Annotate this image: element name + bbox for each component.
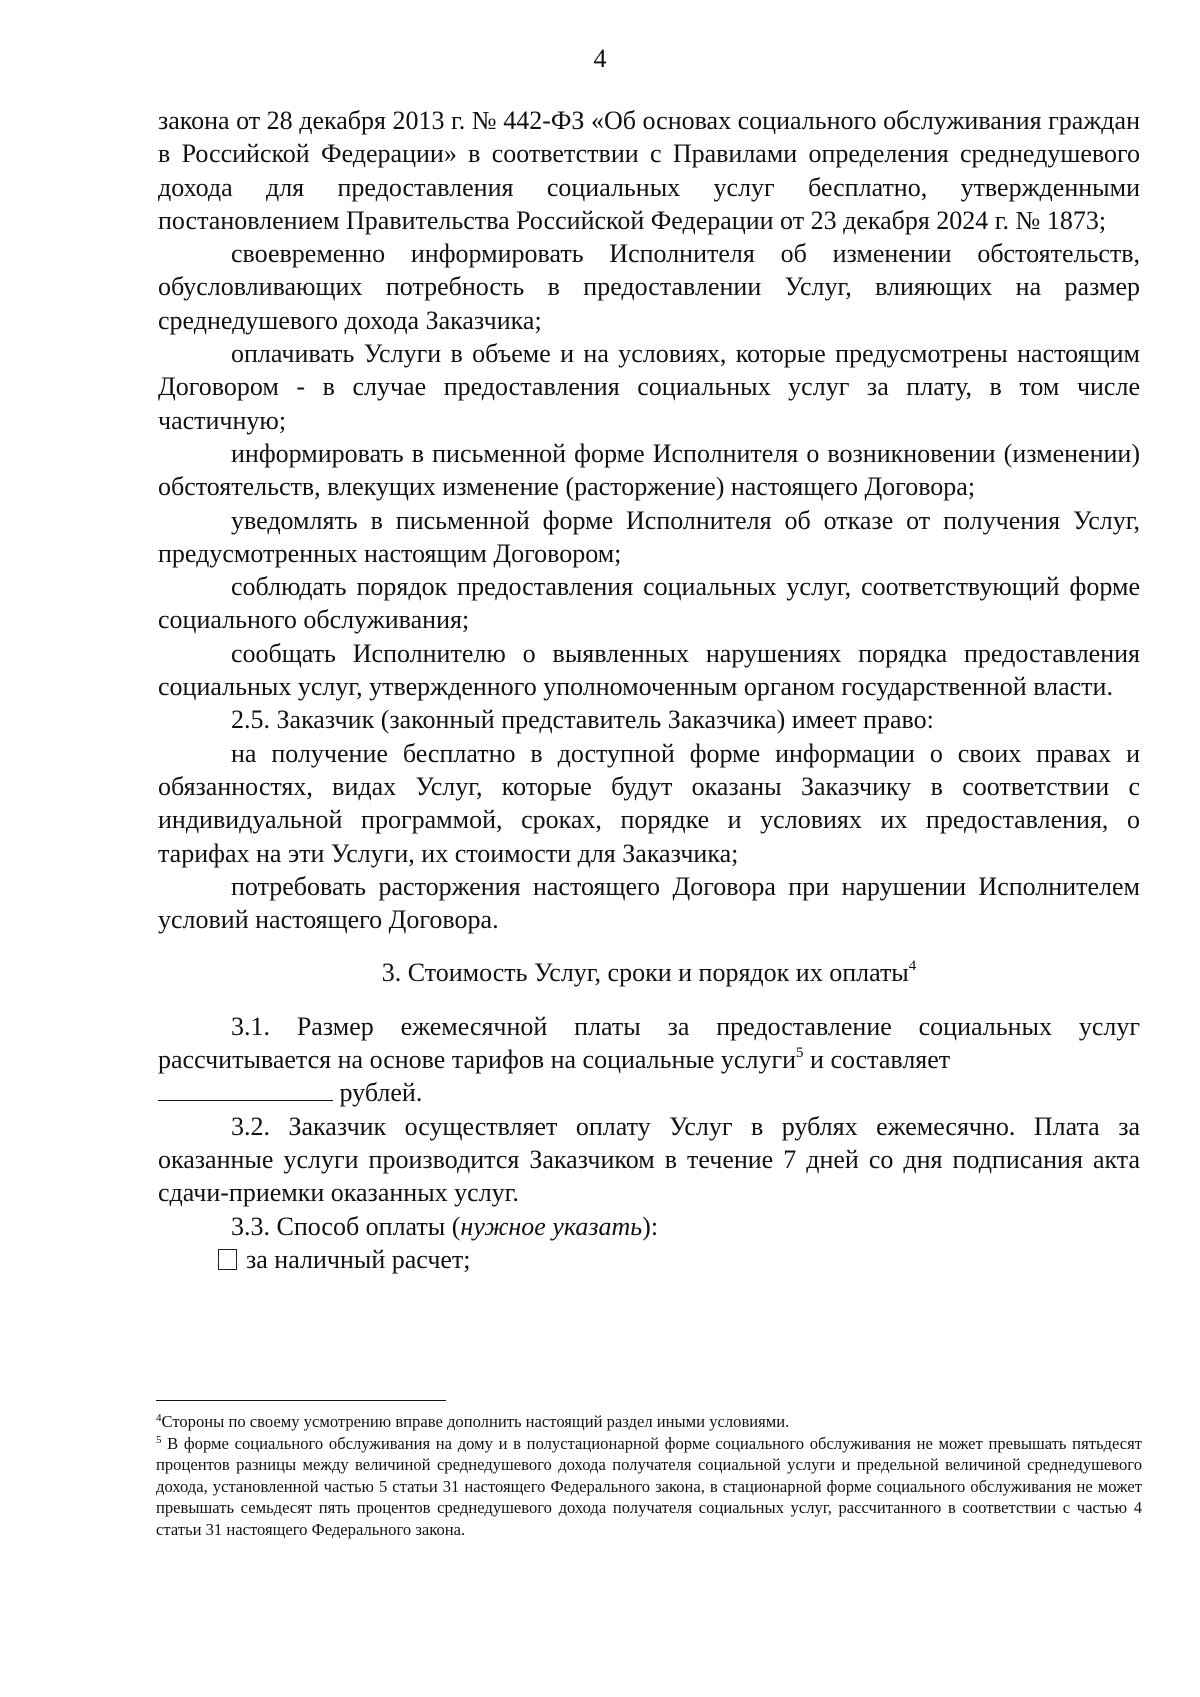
paragraph-right-terminate: потребовать расторжения настоящего Договора при нарушении Исполнителем условий настоящего Договора. (158, 871, 1140, 935)
clause-3-2: 3.2. Заказчик осуществляет оплату Услуг в рублях ежемесячно. Плата за оказанные услуги производится Заказчиком в течение 7 дней со дня подписания акта сдачи-приемки оказанных услуг. (158, 1111, 1140, 1208)
footnote-4: $^4$Стороны по своему усмотрению вправе дополнить настоящий раздел иными условиями. (156, 1412, 790, 1431)
footnote-ref-4: 4 (908, 958, 917, 975)
page-number: 4 (593, 44, 607, 73)
clause-2-5: 2.5. Заказчик (законный представитель Заказчика) имеет право: (231, 705, 934, 735)
footnote-5: $^5$ В форме социального обслуживания на дому и в полустационарной форме социального обслуживания не может превышать пятьдесят процентов разницы между величиной среднедушевого дохода получателя социальной услуги и предельной величиной среднедушевого дохода, установленной частью 5 статьи 31 настоящего Федерального закона, в стационарной форме социального обслуживания не может превышать семьдесят пять процентов среднедушевого дохода получателя социальных услуг, рассчитанного в соответствии с частью 4 статьи 31 настоящего Федерального закона. (156, 1433, 1142, 1539)
footnote-separator (156, 1400, 446, 1401)
section-3-heading (158, 956, 1140, 989)
instruction-italic: нужное указать (460, 1211, 643, 1241)
clause-3-3: 3.3. Способ оплаты (нужное указать): (231, 1211, 659, 1241)
paragraph-inform-in-writing: информировать в письменной форме Исполнителя о возникновении (изменении) обстоятельств, влекущих изменение (расторжение) настоящего Договора; (158, 438, 1140, 502)
document-body (158, 104, 1140, 1276)
footnote-ref-5: 5 (796, 1045, 804, 1062)
paragraph-observe-procedure: соблюдать порядок предоставления социальных услуг, соответствующий форме социального обслуживания; (158, 572, 1140, 635)
amount-blank-field[interactable] (158, 1078, 333, 1101)
footnotes (156, 1411, 1142, 1541)
paragraph-inform-changes: своевременно информировать Исполнителя об изменении обстоятельств, обусловливающих потребность в предоставлении Услуг, влияющих на размер среднедушевого дохода Заказчика; (158, 239, 1140, 335)
checkbox-cash[interactable] (218, 1249, 237, 1270)
paragraph-report-violations: сообщать Исполнителю о выявленных нарушениях порядка предоставления социальных услуг, утвержденного уполномоченным органом государственной власти. (158, 638, 1140, 702)
payment-option-cash-label: за наличный расчет; (246, 1244, 471, 1274)
paragraph-notify-refusal: уведомлять в письменной форме Исполнителя об отказе от получения Услуг, предусмотренных настоящим Договором; (158, 505, 1140, 568)
paragraph-pay-services: оплачивать Услуги в объеме и на условиях, которые предусмотрены настоящим Договором - в случае предоставления социальных услуг за плату, в том числе частичную; (158, 339, 1140, 435)
paragraph-right-information: на получение бесплатно в доступной форме информации о своих правах и обязанностях, видах Услуг, которые будут оказаны Заказчику в соответствии с индивидуальной программой, сроках, порядке и условиях их предоставления, о тарифах на эти Услуги, их стоимости для Заказчика; (158, 738, 1140, 868)
clause-3-1: 3.1. Размер ежемесячной платы за предоставление социальных услуг рассчитывается на основе тарифов на социальные услуги$^5$ и составляет рублей. (158, 1011, 1140, 1108)
section-3-title: 3. Стоимость Услуг, сроки и порядок их оплаты (381, 958, 909, 988)
paragraph-law-reference: закона от 28 декабря 2013 г. № 442-ФЗ «Об основах социального обслуживания граждан в Российской Федерации» в соответствии с Правилами определения среднедушевого дохода для предоставления социальных услуг бесплатно, утвержденными постановлением Правительства Российской Федерации от 23 декабря 2024 г. № 1873; (158, 106, 1140, 235)
payment-option-cash (158, 1243, 1140, 1276)
